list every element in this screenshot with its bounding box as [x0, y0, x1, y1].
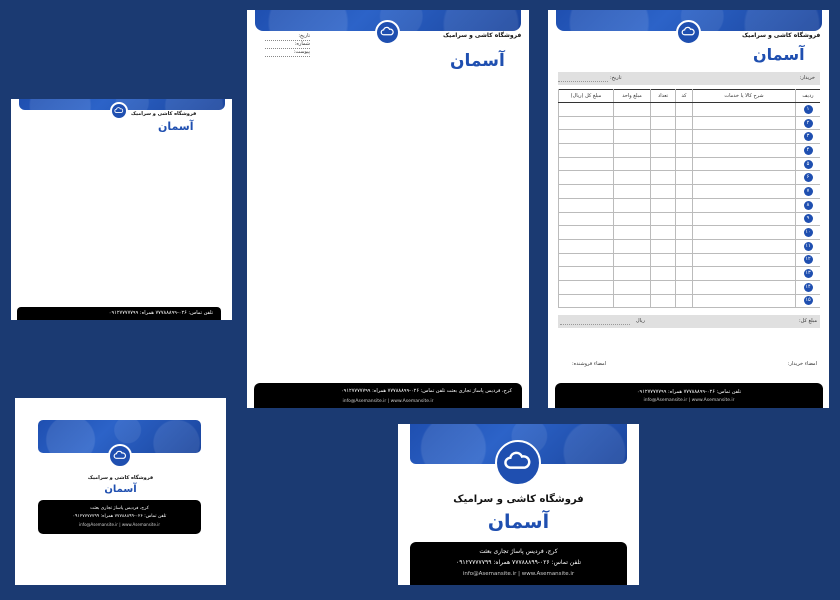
- unit-price-cell[interactable]: [614, 171, 651, 185]
- table-row: [559, 130, 821, 144]
- code-cell[interactable]: [676, 198, 693, 212]
- seller-signature-label: امضاء فروشنده:: [572, 361, 607, 367]
- total-cell[interactable]: [559, 198, 614, 212]
- table-row: [559, 294, 821, 308]
- row-number-cell: [796, 267, 821, 281]
- total-cell[interactable]: [559, 267, 614, 281]
- contact-line: تلفن تماس: ۰۲۶-۷۷۷۸۸۸۹۹ همراه: ۰۹۱۲۷۷۷۷۷۹۹: [455, 559, 582, 566]
- code-cell[interactable]: [676, 130, 693, 144]
- description-cell[interactable]: [693, 253, 796, 267]
- row-number-cell: [796, 226, 821, 240]
- row-number-badge: ۱۲: [805, 256, 811, 263]
- code-cell[interactable]: [676, 294, 693, 308]
- code-cell[interactable]: [676, 212, 693, 226]
- table-row: [559, 157, 821, 171]
- cloud-logo-icon: [375, 20, 400, 45]
- date-dots: [558, 81, 608, 82]
- address-contact-line: [341, 388, 512, 394]
- code-cell[interactable]: [676, 157, 693, 171]
- cloud-logo-icon: [676, 20, 701, 45]
- table-row: [559, 212, 821, 226]
- contact-line: تلفن تماس: ۰۲۶-۷۷۷۸۸۸۹۹ همراه: ۰۹۱۲۷۷۷۷۷۹۹: [636, 389, 742, 395]
- footer-bar: [254, 383, 522, 408]
- description-cell[interactable]: [693, 144, 796, 158]
- row-number-cell: [796, 171, 821, 185]
- shop-name: فروشگاه کاشی و سرامیک: [131, 111, 197, 117]
- total-cell[interactable]: [559, 226, 614, 240]
- table-row: [559, 171, 821, 185]
- description-cell[interactable]: [693, 130, 796, 144]
- address-line: کرج، فردیس پاساژ تجاری بعثت: [479, 548, 558, 555]
- row-number-badge: ۱۵: [805, 297, 811, 304]
- row-number-badge: ۱۰: [805, 229, 811, 236]
- total-cell[interactable]: [559, 212, 614, 226]
- row-number-badge: ۳: [804, 132, 813, 141]
- buyer-label: خریدار:: [799, 75, 815, 81]
- shop-name: فروشگاه کاشی و سرامیک: [742, 32, 821, 39]
- col-unit-price: مبلغ واحد: [614, 90, 651, 103]
- table-row: [559, 280, 821, 294]
- row-number-cell: [796, 294, 821, 308]
- invoice-sheet: [548, 10, 829, 408]
- description-cell[interactable]: [693, 212, 796, 226]
- quantity-cell[interactable]: [651, 185, 676, 199]
- row-number-cell: [796, 116, 821, 130]
- web-line: info@Asemansite.ir | www.Asemansite.ir: [342, 399, 434, 404]
- row-number-badge: ۱۱: [805, 242, 811, 249]
- total-cell[interactable]: [559, 144, 614, 158]
- row-number-badge: ۶: [804, 173, 813, 182]
- description-cell[interactable]: [693, 116, 796, 130]
- row-number-badge: ۵: [804, 160, 813, 169]
- quantity-cell[interactable]: [651, 144, 676, 158]
- cloud-logo-icon: [495, 440, 541, 486]
- row-number-badge: ۱: [804, 105, 813, 114]
- small-letterhead-sheet: [11, 99, 232, 320]
- code-cell[interactable]: [676, 267, 693, 281]
- description-cell[interactable]: [693, 157, 796, 171]
- description-cell[interactable]: [693, 226, 796, 240]
- shop-name: فروشگاه کاشی و سرامیک: [443, 32, 522, 39]
- row-number-cell: [796, 280, 821, 294]
- row-number-badge: ۲: [804, 119, 813, 128]
- cloud-logo-icon: [110, 102, 128, 120]
- table-row: [559, 198, 821, 212]
- row-number-cell: [796, 157, 821, 171]
- description-cell[interactable]: [693, 185, 796, 199]
- table-row: [559, 103, 821, 117]
- quantity-cell[interactable]: [651, 157, 676, 171]
- quantity-cell[interactable]: [651, 198, 676, 212]
- total-cell[interactable]: [559, 294, 614, 308]
- contact-line: تلفن تماس: ۰۲۶-۷۷۷۸۸۸۹۹ همراه: ۰۹۱۲۷۷۷۷۷۹۹: [340, 388, 446, 394]
- row-number-cell: [796, 253, 821, 267]
- web-line: info@Asemansite.ir | www.Asemansite.ir: [643, 398, 735, 403]
- web-line: info@Asemansite.ir | www.Asemansite.ir: [462, 571, 575, 577]
- code-cell[interactable]: [676, 144, 693, 158]
- description-cell[interactable]: [693, 280, 796, 294]
- unit-price-cell[interactable]: [614, 212, 651, 226]
- unit-price-cell[interactable]: [614, 226, 651, 240]
- contact-line: تلفن تماس: ۰۲۶-۷۷۷۸۸۸۹۹ همراه: ۰۹۱۲۷۷۷۷۷۹۹: [108, 310, 213, 316]
- square-card-sheet: [15, 398, 226, 585]
- code-cell[interactable]: [676, 253, 693, 267]
- code-cell[interactable]: [676, 280, 693, 294]
- quantity-cell[interactable]: [651, 239, 676, 253]
- brand-name: آسمان: [158, 120, 194, 133]
- quantity-cell[interactable]: [651, 130, 676, 144]
- table-row: [559, 239, 821, 253]
- brand-name: آسمان: [753, 45, 805, 64]
- total-cell[interactable]: [559, 253, 614, 267]
- row-number-cell: [796, 198, 821, 212]
- web-line: info@Asemansite.ir | www.Asemansite.ir: [79, 522, 160, 527]
- table-row: [559, 144, 821, 158]
- description-cell[interactable]: [693, 198, 796, 212]
- shop-name: فروشگاه کاشی و سرامیک: [87, 475, 154, 481]
- table-row: [559, 253, 821, 267]
- unit-price-cell[interactable]: [614, 144, 651, 158]
- footer-bar: [555, 383, 823, 408]
- col-description: شرح کالا یا خدمات: [693, 90, 796, 103]
- total-cell[interactable]: [559, 130, 614, 144]
- description-cell[interactable]: [693, 294, 796, 308]
- total-cell[interactable]: [559, 185, 614, 199]
- buyer-bar: [558, 72, 820, 85]
- code-cell[interactable]: [676, 116, 693, 130]
- invoice-table: [558, 89, 820, 308]
- row-number-badge: ۴: [804, 146, 813, 155]
- footer-bar: [17, 307, 221, 320]
- total-label: مبلغ کل:: [799, 318, 817, 324]
- total-dots: [560, 324, 630, 325]
- unit-price-cell[interactable]: [614, 185, 651, 199]
- row-number-badge: ۱۳: [805, 270, 811, 277]
- unit-price-cell[interactable]: [614, 116, 651, 130]
- row-number-badge: ۱۴: [805, 283, 811, 290]
- col-total: مبلغ کل (ریال): [559, 90, 614, 103]
- code-cell[interactable]: [676, 239, 693, 253]
- row-number-badge: ۸: [804, 201, 813, 210]
- quantity-cell[interactable]: [651, 116, 676, 130]
- total-cell[interactable]: [559, 280, 614, 294]
- attachment-field-label: پیوست:: [265, 49, 310, 57]
- footer-bar: [410, 542, 627, 585]
- table-row: [559, 226, 821, 240]
- quantity-cell[interactable]: [651, 267, 676, 281]
- unit-price-cell[interactable]: [614, 280, 651, 294]
- address-line: کرج، فردیس پاساژ تجاری بعثت: [90, 506, 149, 511]
- total-cell[interactable]: [559, 171, 614, 185]
- table-row: [559, 185, 821, 199]
- unit-price-cell[interactable]: [614, 267, 651, 281]
- buyer-signature-label: امضاء خریدار:: [787, 361, 817, 367]
- row-number-cell: [796, 130, 821, 144]
- currency-label: ریال: [636, 318, 645, 324]
- letter-fields: [265, 33, 310, 57]
- row-number-badge: ۹: [804, 214, 813, 223]
- description-cell[interactable]: [693, 171, 796, 185]
- table-row: [559, 267, 821, 281]
- brand-name: آسمان: [104, 484, 137, 495]
- total-cell[interactable]: [559, 103, 614, 117]
- total-cell[interactable]: [559, 116, 614, 130]
- unit-price-cell[interactable]: [614, 198, 651, 212]
- col-quantity: تعداد: [651, 90, 676, 103]
- quantity-cell[interactable]: [651, 103, 676, 117]
- quantity-cell[interactable]: [651, 294, 676, 308]
- cloud-logo-icon: [108, 444, 132, 468]
- table-row: [559, 116, 821, 130]
- total-bar: [558, 315, 820, 328]
- brand-name: آسمان: [450, 51, 505, 71]
- col-row: ردیف: [796, 90, 821, 103]
- row-number-cell: [796, 185, 821, 199]
- code-cell[interactable]: [676, 226, 693, 240]
- row-number-cell: [796, 144, 821, 158]
- code-cell[interactable]: [676, 103, 693, 117]
- row-number-badge: ۷: [804, 187, 813, 196]
- unit-price-cell[interactable]: [614, 253, 651, 267]
- description-cell[interactable]: [693, 267, 796, 281]
- table-header-row: [559, 90, 821, 103]
- total-cell[interactable]: [559, 157, 614, 171]
- code-cell[interactable]: [676, 185, 693, 199]
- date-label: تاریخ:: [610, 75, 622, 81]
- unit-price-cell[interactable]: [614, 239, 651, 253]
- contact-line: تلفن تماس: ۰۲۶-۷۷۷۸۸۸۹۹ همراه: ۰۹۱۲۷۷۷۷۷۹۹: [72, 514, 167, 519]
- quantity-cell[interactable]: [651, 226, 676, 240]
- row-number-cell: [796, 103, 821, 117]
- shop-name: فروشگاه کاشی و سرامیک: [453, 494, 584, 505]
- brand-name: آسمان: [487, 511, 550, 533]
- quantity-cell[interactable]: [651, 253, 676, 267]
- row-number-cell: [796, 239, 821, 253]
- col-code: کد: [676, 90, 693, 103]
- address-line: کرج، فردیس پاساژ تجاری بعثت: [446, 388, 512, 394]
- unit-price-cell[interactable]: [614, 294, 651, 308]
- large-card-sheet: [398, 424, 639, 585]
- quantity-cell[interactable]: [651, 171, 676, 185]
- description-cell[interactable]: [693, 103, 796, 117]
- unit-price-cell[interactable]: [614, 157, 651, 171]
- total-cell[interactable]: [559, 239, 614, 253]
- quantity-cell[interactable]: [651, 212, 676, 226]
- number-field-label: شماره:: [265, 41, 310, 49]
- date-field-label: تاریخ:: [265, 33, 310, 41]
- a4-letterhead-sheet: [247, 10, 529, 408]
- unit-price-cell[interactable]: [614, 103, 651, 117]
- quantity-cell[interactable]: [651, 280, 676, 294]
- unit-price-cell[interactable]: [614, 130, 651, 144]
- description-cell[interactable]: [693, 239, 796, 253]
- footer-bar: [38, 500, 201, 534]
- row-number-cell: [796, 212, 821, 226]
- code-cell[interactable]: [676, 171, 693, 185]
